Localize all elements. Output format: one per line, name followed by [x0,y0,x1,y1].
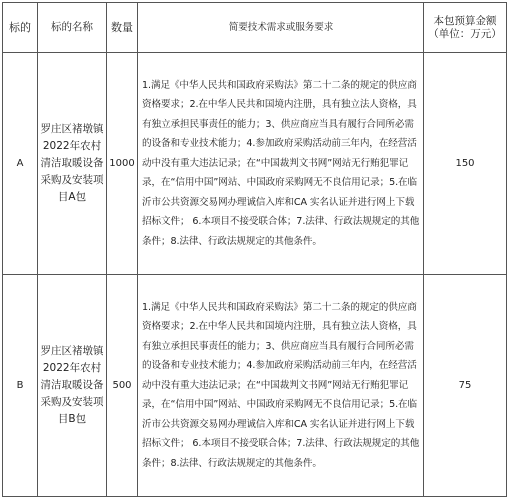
header-lot: 标的 [3,3,38,53]
lot-requirements: 1.满足《中华人民共和国政府采购法》第二十二条的规定的供应商资格要求；2.在中华人民共和国境内注册，具有独立法人资格，具有独立承担民事责任的能力；3、供应商应当具有履行合同所必需的设备和专业技术能力；4.参加政府采购活动前三年内，在经营活动中没有重大违法记录；在“中国裁判文书网”网站无行贿犯罪记录，在“信用中国”网站、中国政府采购网无不良信用记录；5.在临沂市公共资源交易网办理诚信入库和CA 实名认证并进行网上下载招标文件； 6.本项目不接受联合体；7.法律、行政法规规定的其他条件；8.法律、行政法规规定的其他条件。 [138,53,424,275]
table-row [3,53,507,275]
lot-name: 罗庄区褚墩镇2022年农村清洁取暖设备采购及安装项目A包 [38,53,107,275]
table-row [3,275,507,497]
lot-quantity: 1000 [107,53,138,275]
table-header-row [3,3,507,53]
lot-budget: 75 [424,275,507,497]
lot-name: 罗庄区褚墩镇2022年农村清洁取暖设备采购及安装项目B包 [38,275,107,497]
procurement-table-wrapper [2,2,507,496]
header-requirements: 简要技术需求或服务要求 [138,3,424,53]
procurement-table [2,2,507,497]
lot-requirements: 1.满足《中华人民共和国政府采购法》第二十二条的规定的供应商资格要求；2.在中华人民共和国境内注册，具有独立法人资格，具有独立承担民事责任的能力；3、供应商应当具有履行合同所必需的设备和专业技术能力；4.参加政府采购活动前三年内，在经营活动中没有重大违法记录；在“中国裁判文书网”网站无行贿犯罪记录，在“信用中国”网站、中国政府采购网无不良信用记录；5.在临沂市公共资源交易网办理诚信入库和CA 实名认证并进行网上下载招标文件； 6.本项目不接受联合体；7.法律、行政法规规定的其他条件；8.法律、行政法规规定的其他条件。 [138,275,424,497]
header-lot-name: 标的名称 [38,3,107,53]
header-quantity: 数量 [107,3,138,53]
header-budget: 本包预算金额（单位：万元） [424,3,507,53]
lot-id: A [3,53,38,275]
lot-budget: 150 [424,53,507,275]
lot-id: B [3,275,38,497]
lot-quantity: 500 [107,275,138,497]
